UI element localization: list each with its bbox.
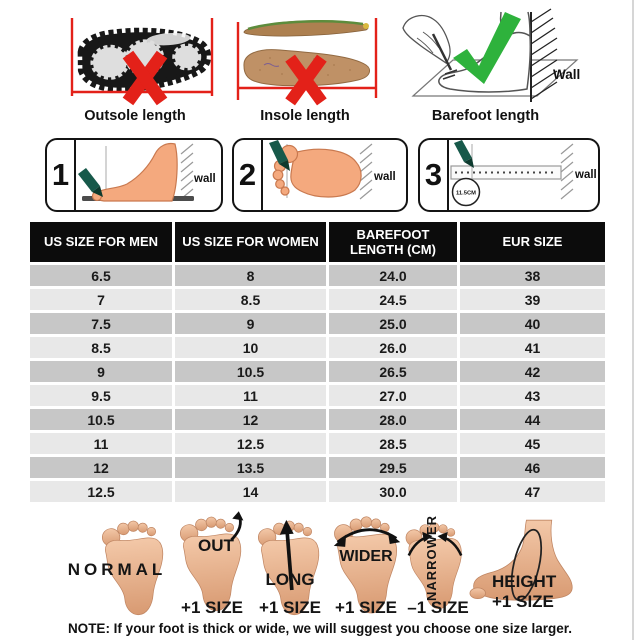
- fit-label-long: LONG: [265, 570, 315, 589]
- outsole-illustration: [55, 8, 215, 110]
- step-1-box: [45, 138, 223, 212]
- fit-size-note-height: +1 SIZE: [492, 591, 554, 611]
- fit-label-normal: NORMAL: [67, 560, 167, 579]
- fit-label-height: HEIGHT: [492, 572, 557, 591]
- step-3-box: [418, 138, 600, 212]
- fit-size-note-long: +1 SIZE: [259, 598, 321, 617]
- marker-pen-icon: [78, 168, 100, 192]
- col-header-us-men: US SIZE FOR MEN: [30, 222, 172, 262]
- size-conversion-table: US SIZE FOR MEN US SIZE FOR WOMEN BAREFOOT LENGTH (CM) EUR SIZE 6.5 8 24.0 38 7 8.5 24.5 39 7.5 9 25.0 40 8.5 10 26.0 41 9 10.5 26.5 42 9.5 11 27.0 43 10.5 12 28.0 44 11 12.5 28.5 45 12 13.5 29.5 46 12.5 14 30.0 47: [30, 222, 605, 502]
- fit-size-note-out: +1 SIZE: [181, 598, 243, 617]
- note-text: NOTE: If your foot is thick or wide, we will suggest you choose one size larger.: [67, 621, 573, 636]
- fit-size-note-narrower: –1 SIZE: [407, 598, 469, 617]
- fit-label-narrower: NARROWER: [424, 515, 439, 601]
- fit-size-note-wider: +1 SIZE: [335, 598, 397, 617]
- insole-caption: Insole length: [260, 108, 350, 124]
- wall-label: wall: [194, 173, 216, 185]
- step-2-illustration: [263, 140, 403, 208]
- step-2-box: [232, 138, 408, 212]
- wall-label: wall: [374, 171, 396, 183]
- step-3-number: 3: [420, 140, 449, 210]
- fit-label-out: OUT: [198, 536, 234, 555]
- barefoot-illustration: [393, 6, 593, 108]
- col-header-eur: EUR SIZE: [460, 222, 605, 262]
- page-edge-line: [632, 0, 634, 640]
- barefoot-caption: Barefoot length: [431, 108, 540, 124]
- measurement-value: 11.5CM: [456, 190, 476, 197]
- marker-pen-icon: [454, 140, 472, 162]
- step-2-number: 2: [234, 140, 263, 210]
- wall-hatch: [531, 9, 557, 102]
- insole-illustration: [230, 8, 380, 110]
- wall-label: wall: [575, 169, 597, 181]
- col-header-barefoot-cm: BAREFOOT LENGTH (CM): [329, 222, 457, 262]
- col-header-us-women: US SIZE FOR WOMEN: [175, 222, 326, 262]
- step-3-illustration: [449, 140, 598, 208]
- outsole-caption: Outsole length: [84, 108, 186, 124]
- wall-label: Wall: [553, 67, 581, 82]
- fit-label-wider: WIDER: [339, 548, 393, 565]
- step-1-illustration: [76, 140, 221, 208]
- step-1-number: 1: [47, 140, 76, 210]
